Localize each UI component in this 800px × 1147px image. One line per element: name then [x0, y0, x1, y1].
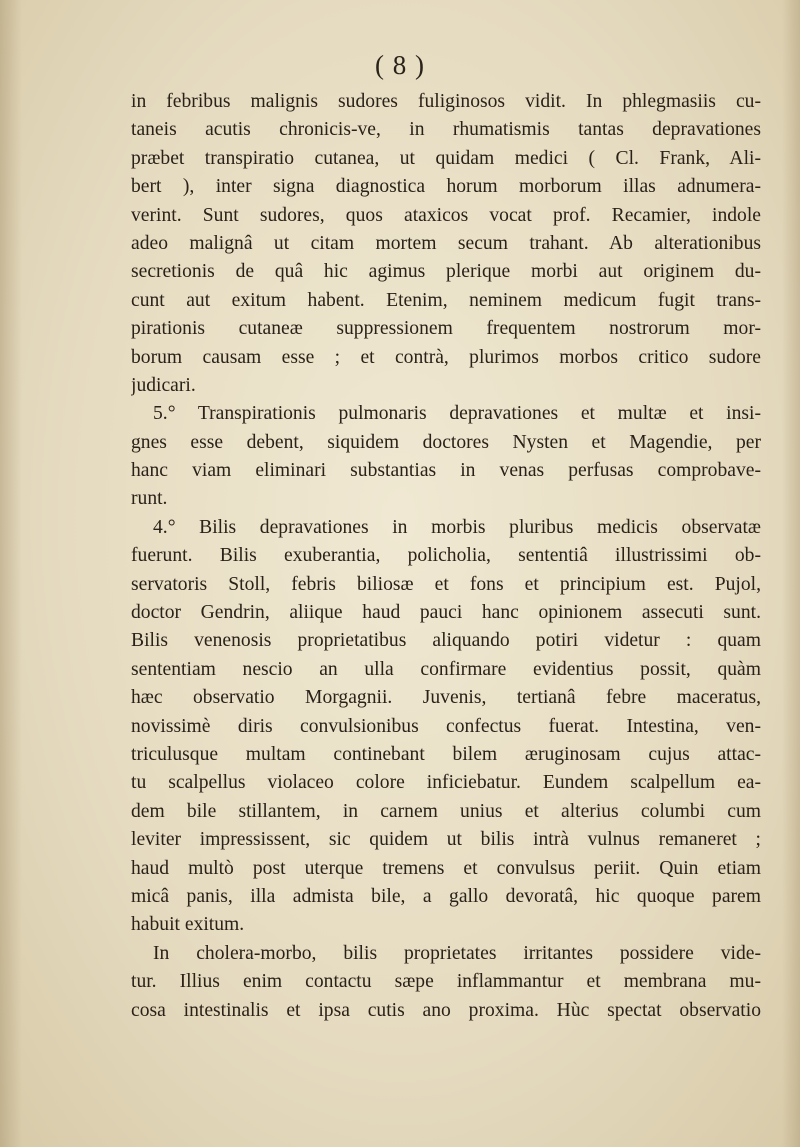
- text-line: habuit exitum.: [131, 914, 245, 936]
- text-line: sententiam nescio an ulla confirmare evidentius possit, quàm: [131, 658, 761, 680]
- text-line: leviter impressissent, sic quidem ut bilis intrà vulnus remaneret ;: [131, 829, 761, 851]
- text-line: cosa intestinalis et ipsa cutis ano proxima. Hùc spectat observatio: [131, 999, 761, 1021]
- text-line: triculusque multam continebant bilem æruginosam cujus attac-: [131, 743, 761, 765]
- text-line: Bilis venenosis proprietatibus aliquando potiri videtur : quam: [131, 630, 761, 652]
- text-line: gnes esse debent, siquidem doctores Nysten et Magendie, per: [131, 431, 761, 453]
- page-left-shadow: [0, 0, 22, 1147]
- text-line: judicari.: [131, 374, 196, 396]
- text-line: micâ panis, illa admista bile, a gallo devoratâ, hic quoque parem: [131, 885, 761, 907]
- text-line: doctor Gendrin, aliique haud pauci hanc opinionem assecuti sunt.: [131, 602, 761, 624]
- text-line: secretionis de quâ hic agimus plerique morbi aut originem du-: [131, 261, 761, 283]
- text-line: tu scalpellus violaceo colore inficiebatur. Eundem scalpellum ea-: [131, 772, 761, 794]
- text-line: in febribus malignis sudores fuliginosos vidit. In phlegmasiis cu-: [131, 91, 761, 112]
- body-text: [131, 88, 761, 1025]
- text-line: runt.: [131, 488, 168, 510]
- text-line: pirationis cutaneæ suppressionem frequentem nostrorum mor-: [131, 318, 761, 340]
- text-line: In cholera-morbo, bilis proprietates irritantes possidere vide-: [153, 942, 761, 964]
- text-line: verint. Sunt sudores, quos ataxicos vocat prof. Recamier, indole: [131, 204, 761, 226]
- text-line: novissimè diris convulsionibus confectus fuerat. Intestina, ven-: [131, 715, 761, 737]
- text-line: cunt aut exitum habent. Etenim, neminem medicum fugit trans-: [131, 289, 761, 311]
- page-right-shadow: [782, 0, 800, 1147]
- text-line: borum causam esse ; et contrà, plurimos morbos critico sudore: [131, 346, 761, 368]
- text-line: 4.° Bilis depravationes in morbis pluribus medicis observatæ: [153, 516, 761, 538]
- text-line: tur. Illius enim contactu sæpe inflammantur et membrana mu-: [131, 971, 761, 993]
- text-line: haud multò post uterque tremens et convulsus periit. Quin etiam: [131, 857, 761, 879]
- text-line: adeo malignâ ut citam mortem secum trahant. Ab alterationibus: [131, 232, 761, 254]
- text-line: præbet transpiratio cutanea, ut quidam medici ( Cl. Frank, Ali-: [131, 147, 761, 169]
- page-number: ( 8 ): [375, 50, 425, 80]
- text-line: hanc viam eliminari substantias in venas perfusas comprobave-: [131, 460, 761, 482]
- text-line: dem bile stillantem, in carnem unius et alterius columbi cum: [131, 800, 761, 822]
- text-line: servatoris Stoll, febris biliosæ et fons et principium est. Pujol,: [131, 573, 761, 595]
- text-line: bert ), inter signa diagnostica horum morborum illas adnumera-: [131, 176, 761, 198]
- text-line: 5.° Transpirationis pulmonaris depravationes et multæ et insi-: [153, 403, 761, 425]
- text-line: fuerunt. Bilis exuberantia, policholia, sententiâ illustrissimi ob-: [131, 545, 761, 567]
- text-line: taneis acutis chronicis-ve, in rhumatismis tantas depravationes: [131, 119, 761, 141]
- text-line: hæc observatio Morgagnii. Juvenis, tertianâ febre maceratus,: [131, 687, 761, 709]
